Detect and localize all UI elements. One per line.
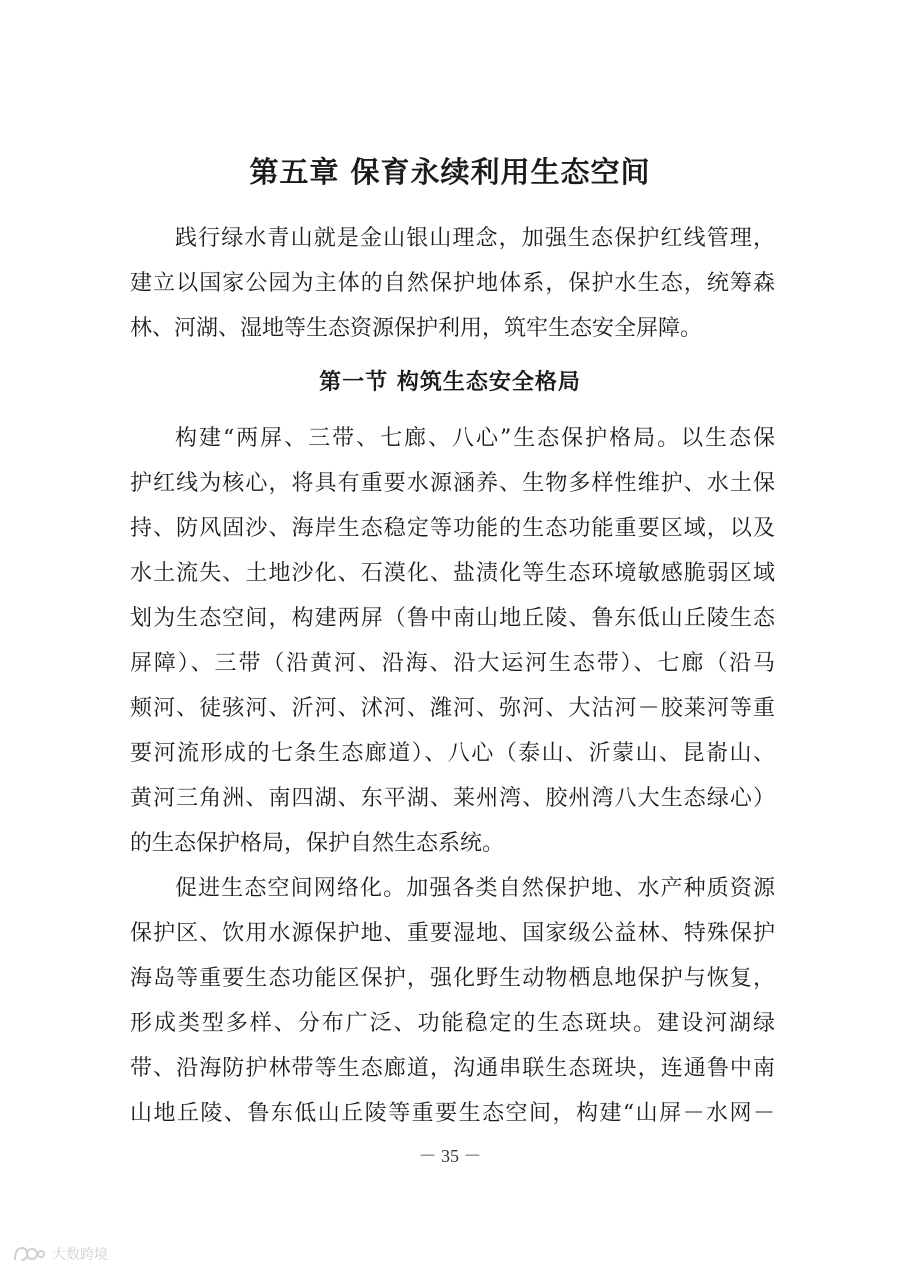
paragraph-line: 践行绿水青山就是金山银山理念，加强生态保护红线管理， (175, 226, 775, 251)
paragraph-line: 建立以国家公园为主体的自然保护地体系，保护水生态，统筹森 (130, 271, 775, 296)
paragraph-line: 山地丘陵、鲁东低山丘陵等重要生态空间，构建“山屏－水网－ (130, 1101, 775, 1126)
section-title: 第一节 构筑生态安全格局 (319, 370, 581, 395)
watermark-text: 大数跨境 (52, 1247, 108, 1263)
paragraph-line: 护红线为核心，将具有重要水源涵养、生物多样性维护、水土保 (130, 471, 775, 496)
paragraph-line: 的生态保护格局，保护自然生态系统。 (130, 831, 505, 856)
logo-icon (12, 1244, 46, 1264)
paragraph-line: 林、河湖、湿地等生态资源保护利用，筑牢生态安全屏障。 (130, 316, 703, 341)
watermark (12, 1244, 108, 1264)
paragraph-line: 水土流失、土地沙化、石漠化、盐渍化等生态环境敏感脆弱区域 (130, 561, 775, 586)
paragraph-line: 黄河三角洲、南四湖、东平湖、莱州湾、胶州湾八大生态绿心） (130, 786, 775, 811)
paragraph-line: 持、防风固沙、海岸生态稳定等功能的生态功能重要区域，以及 (130, 516, 775, 541)
paragraph-line: 颊河、徒骇河、沂河、沭河、潍河、弥河、大沽河－胶莱河等重 (130, 696, 775, 721)
paragraph-line: 保护区、饮用水源保护地、重要湿地、国家级公益林、特殊保护 (130, 921, 775, 946)
paragraph-line: 形成类型多样、分布广泛、功能稳定的生态斑块。建设河湖绿 (130, 1011, 775, 1036)
paragraph-line: 带、沿海防护林带等生态廊道，沟通串联生态斑块，连通鲁中南 (130, 1056, 775, 1081)
paragraph-line: 要河流形成的七条生态廊道）、八心（泰山、沂蒙山、昆嵛山、 (130, 741, 775, 766)
chapter-title: 第五章 保育永续利用生态空间 (249, 155, 651, 189)
paragraph-line: 促进生态空间网络化。加强各类自然保护地、水产种质资源 (175, 876, 775, 901)
paragraph-line: 屏障）、三带（沿黄河、沿海、沿大运河生态带）、七廊（沿马 (130, 651, 775, 676)
paragraph-line: 划为生态空间，构建两屏（鲁中南山地丘陵、鲁东低山丘陵生态 (130, 606, 775, 631)
paragraph-line: 海岛等重要生态功能区保护，强化野生动物栖息地保护与恢复， (130, 966, 775, 991)
page-number: － 35 － (418, 1146, 482, 1166)
paragraph-line: 构建“两屏、三带、七廊、八心”生态保护格局。以生态保 (175, 426, 775, 451)
